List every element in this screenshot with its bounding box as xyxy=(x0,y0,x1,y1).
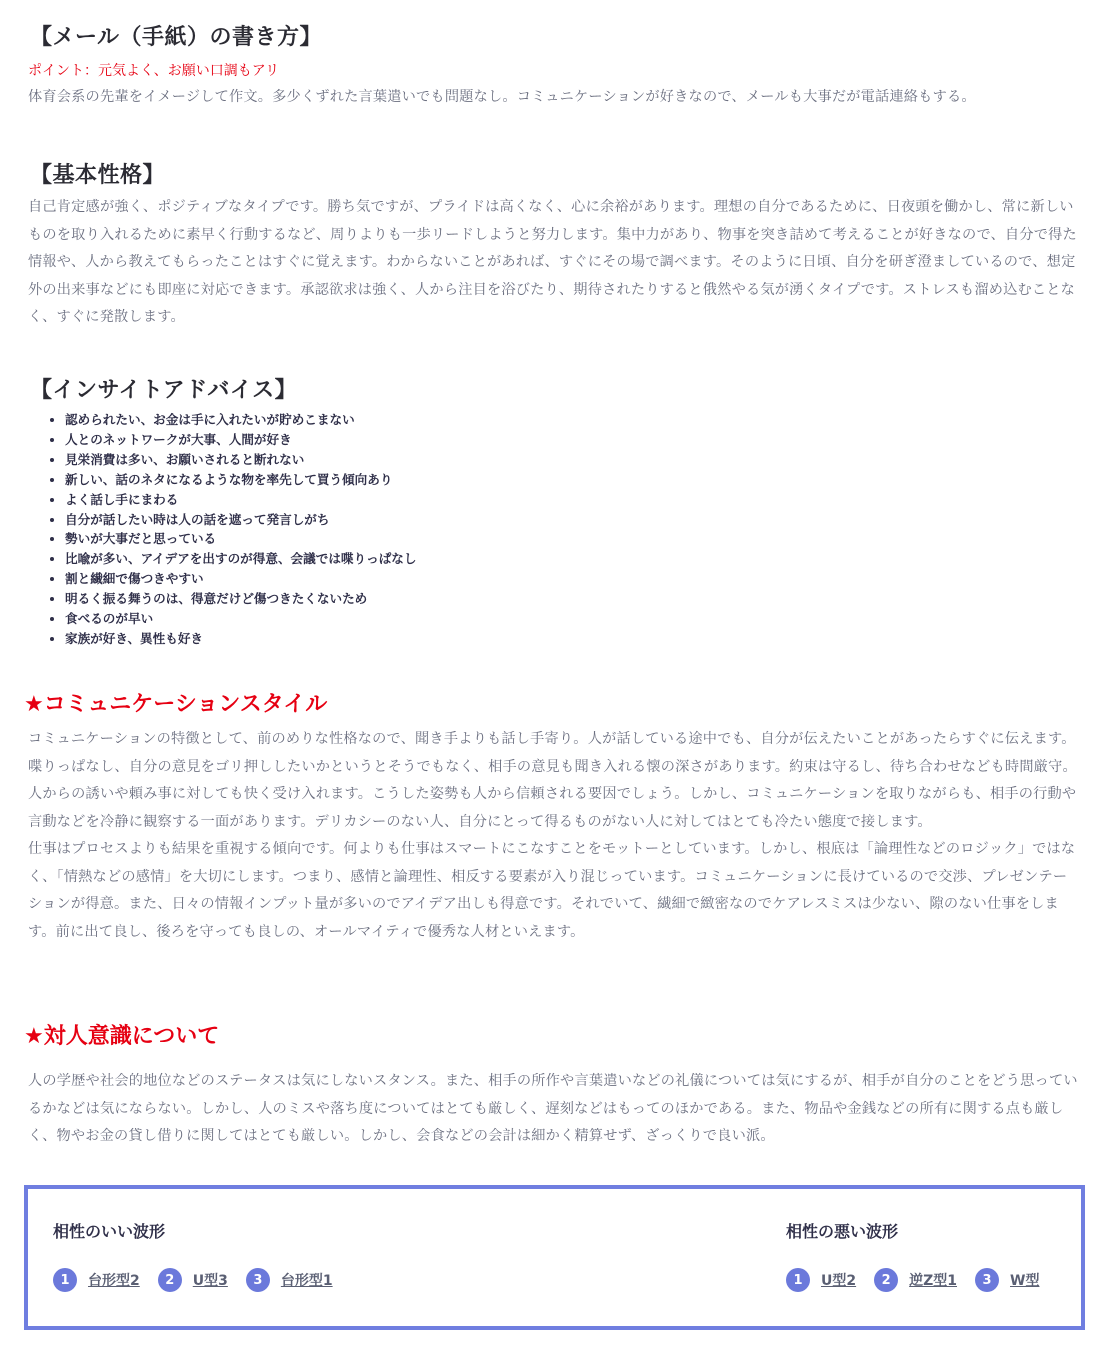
personality-heading: 【基本性格】 xyxy=(30,163,166,188)
compatibility-box xyxy=(24,1185,1085,1330)
good-wave-item xyxy=(158,1268,228,1292)
communication-heading: ★コミュニケーションスタイル xyxy=(24,692,328,717)
personality-body: 自己肯定感が強く、ポジティブなタイプです。勝ち気ですが、プライドは高くなく、心に余裕があります。理想の自分であるために、日夜頭を働かし、常に新しいものを取り入れるために素早く行動するなど、周りよりも一歩リードしようと努力します。集中力があり、物事を突き詰めて考えることが好きなので、自分で得た情報や、人から教えてもらったことはすぐに覚えます。わからないことがあれば、すぐにその場で調べます。そのように日頃、自分を研ぎ澄ましているので、想定外の出来事などにも即座に対応できます。承認欲求は強く、人から注目を浴びたり、期待されたりすると俄然やる気が湧くタイプです。ストレスも溜め込むことなく、すぐに発散します。 xyxy=(28,199,1077,325)
bad-wave-link[interactable]: W型 xyxy=(1010,1273,1040,1289)
mail-body: 体育会系の先輩をイメージして作文。多少くずれた言葉遣いでも問題なし。コミュニケーションが好きなので、メールも大事だが電話連絡もする。 xyxy=(28,89,976,105)
mail-heading: 【メール（手紙）の書き方】 xyxy=(30,25,323,50)
list-item: • 比喩が多い、アイデアを出すのが得意、会議では喋りっぱなし xyxy=(65,549,417,569)
good-wave-item xyxy=(53,1268,140,1292)
bad-wave-link[interactable]: U型2 xyxy=(821,1273,857,1289)
list-item: • 人とのネットワークが大事、人間が好き xyxy=(65,430,417,450)
good-wave-link[interactable]: 台形型1 xyxy=(280,1273,333,1289)
list-item: • 見栄消費は多い、お願いされると断れない xyxy=(65,450,417,470)
communication-body xyxy=(28,726,1078,946)
list-item: • 割と繊細で傷つきやすい xyxy=(65,569,417,589)
number-badge: 3 xyxy=(975,1268,999,1292)
communication-paragraph: コミュニケーションの特徴として、前のめりな性格なので、聞き手よりも話し手寄り。人が話している途中でも、自分が伝えたいことがあったらすぐに伝えます。喋りっぱなし、自分の意見をゴリ押ししたいかというとそうでもなく、相手の意見も聞き入れる懐の深さがあります。約束は守るし、待ち合わせなども時間厳守。人からの誘いや頼み事に対しても快く受け入れます。こうした姿勢も人から信頼される要因でしょう。しかし、コミュニケーションを取りながらも、相手の行動や言動などを冷静に観察する一面があります。デリカシーのない人、自分にとって得るものがない人に対してはとても冷たい態度で接します。 xyxy=(28,731,1077,830)
list-item: • 認められたい、お金は手に入れたいが貯めこまない xyxy=(65,410,417,430)
insight-heading: 【インサイトアドバイス】 xyxy=(30,378,298,403)
bad-wave-link[interactable]: 逆Z型1 xyxy=(909,1273,958,1289)
number-badge: 2 xyxy=(874,1268,898,1292)
good-wave-title: 相性のいい波形 xyxy=(53,1222,166,1241)
good-wave-item xyxy=(246,1268,333,1292)
list-item: • 自分が話したい時は人の話を遮って発言しがち xyxy=(65,510,417,530)
interpersonal-body: 人の学歴や社会的地位などのステータスは気にしないスタンス。また、相手の所作や言葉遣いなどの礼儀については気にするが、相手が自分のことをどう思っているかなどは気にならない。しかし、人のミスや落ち度についてはとても厳しく、遅刻などはもってのほかである。また、物品や金銭などの所有に関する点も厳しく、物やお金の貸し借りに関してはとても厳しい。しかし、会食などの会計は細かく精算せず、ざっくりで良い派。 xyxy=(28,1073,1078,1144)
list-item: • よく話し手にまわる xyxy=(65,490,417,510)
number-badge: 1 xyxy=(53,1268,77,1292)
communication-paragraph: 仕事はプロセスよりも結果を重視する傾向です。何よりも仕事はスマートにこなすことをモットーとしています。しかし、根底は「論理性などのロジック」ではなく、「情熱などの感情」を大切にします。つまり、感情と論理性、相反する要素が入り混じっています。コミュニケーションに長けているので交渉、プレゼンテーションが得意。また、日々の情報インプット量が多いのでアイデア出しも得意です。それでいて、繊細で緻密なのでケアレスミスは少ない、隙のない仕事をします。前に出て良し、後ろを守っても良しの、オールマイティで優秀な人材といえます。 xyxy=(28,841,1076,940)
mail-point: ポイント：元気よく、お願い口調もアリ xyxy=(28,63,280,79)
good-wave-list xyxy=(53,1268,351,1292)
list-item: • 家族が好き、異性も好き xyxy=(65,629,417,649)
bad-wave-title: 相性の悪い波形 xyxy=(786,1222,899,1241)
number-badge: 2 xyxy=(158,1268,182,1292)
good-wave-link[interactable]: 台形型2 xyxy=(88,1273,140,1289)
bad-wave-item xyxy=(874,1268,957,1292)
interpersonal-heading: ★対人意識について xyxy=(24,1024,220,1049)
list-item: • 新しい、話のネタになるような物を率先して買う傾向あり xyxy=(65,470,417,490)
bad-wave-item xyxy=(786,1268,856,1292)
good-wave-link[interactable]: U型3 xyxy=(192,1273,228,1289)
list-item: • 勢いが大事だと思っている xyxy=(65,529,417,549)
list-item: • 明るく振る舞うのは、得意だけど傷つきたくないため xyxy=(65,589,417,609)
insight-list xyxy=(48,410,417,649)
bad-wave-item xyxy=(975,1268,1039,1292)
list-item: • 食べるのが早い xyxy=(65,609,417,629)
bad-wave-list xyxy=(786,1268,1057,1292)
number-badge: 1 xyxy=(786,1268,810,1292)
number-badge: 3 xyxy=(246,1268,270,1292)
